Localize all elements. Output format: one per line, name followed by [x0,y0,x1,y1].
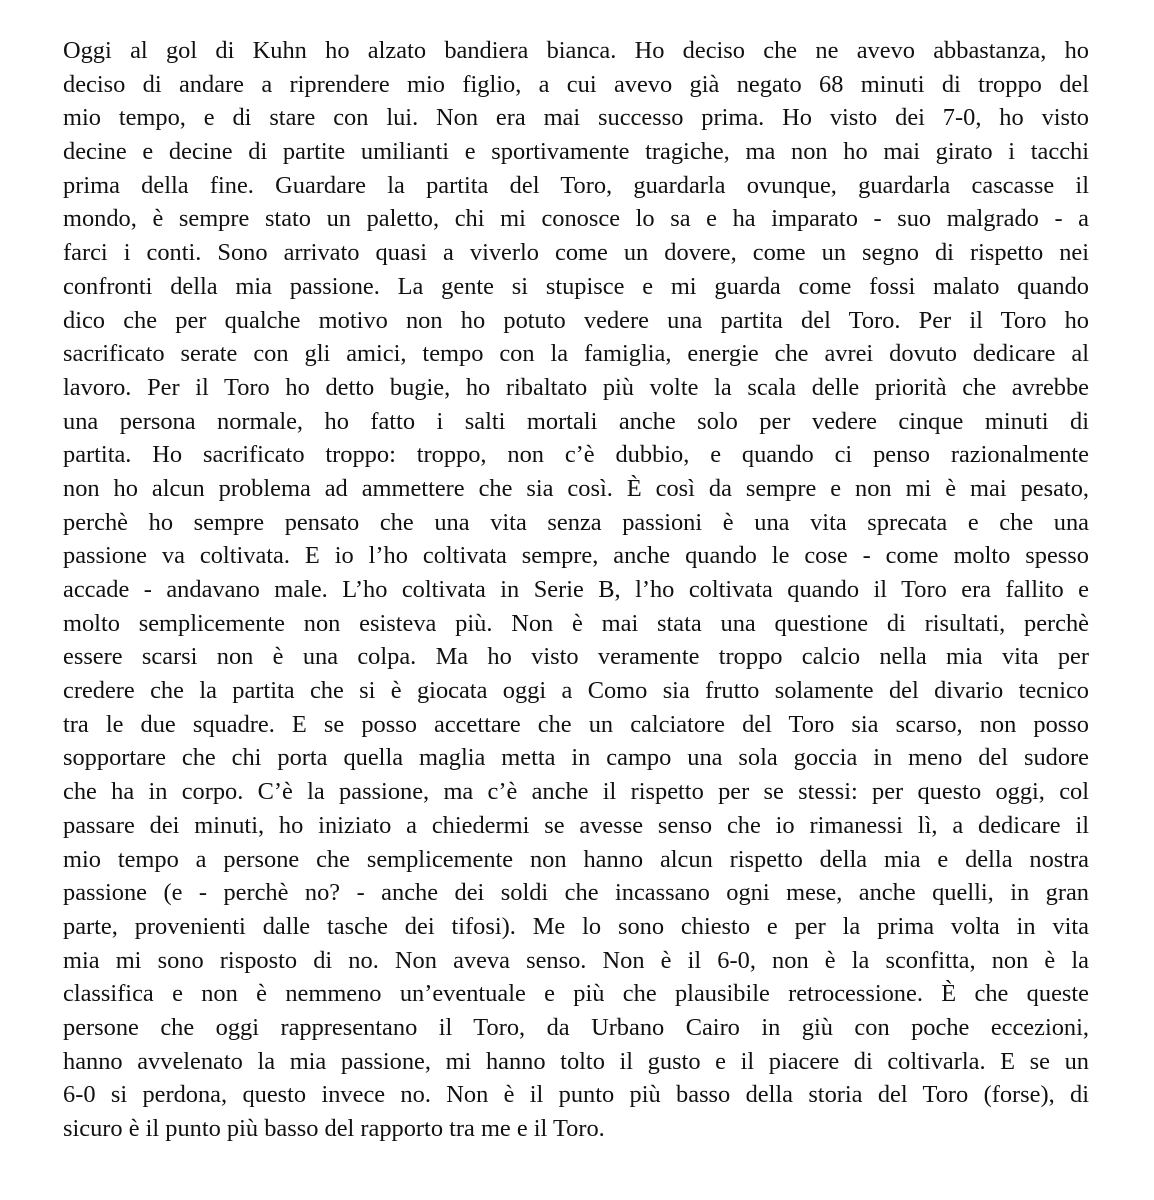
text-line: persone che oggi rappresentano il Toro, da Urbano Cairo in giù con poche eccezioni, [63,1013,1089,1041]
text-line: classifica e non è nemmeno un’eventuale e più che plausibile retrocessione. È che queste [63,980,1089,1008]
text-line: lavoro. Per il Toro ho detto bugie, ho ribaltato più volte la scala delle priorità che avrebbe [63,373,1089,401]
article-body [63,34,1089,1146]
text-line: mondo, è sempre stato un paletto, chi mi conosce lo sa e ha imparato - suo malgrado - a [63,205,1089,233]
text-line: deciso di andare a riprendere mio figlio, a cui avevo già negato 68 minuti di troppo del [63,70,1089,98]
text-line: sopportare che chi porta quella maglia metta in campo una sola goccia in meno del sudore [63,744,1089,772]
text-line: sacrificato serate con gli amici, tempo con la famiglia, energie che avrei dovuto dedicare al [63,340,1089,368]
text-line: passare dei minuti, ho iniziato a chiedermi se avesse senso che io rimanessi lì, a dedicare il [63,811,1089,839]
text-line: che ha in corpo. C’è la passione, ma c’è anche il rispetto per se stessi: per questo oggi, col [63,778,1089,806]
text-line: passione (e - perchè no? - anche dei soldi che incassano ogni mese, anche quelli, in gran [63,879,1089,907]
text-line: prima della fine. Guardare la partita del Toro, guardarla ovunque, guardarla cascasse il [63,171,1089,199]
text-line: farci i conti. Sono arrivato quasi a viverlo come un dovere, come un segno di rispetto nei [63,239,1089,267]
text-line: decine e decine di partite umilianti e sportivamente tragiche, ma non ho mai girato i tacchi [63,138,1089,166]
text-line: Oggi al gol di Kuhn ho alzato bandiera bianca. Ho deciso che ne avevo abbastanza, ho [63,37,1089,64]
text-line: mia mi sono risposto di no. Non aveva senso. Non è il 6-0, non è la sconfitta, non è la [63,946,1089,974]
text-line: 6-0 si perdona, questo invece no. Non è il punto più basso della storia del Toro (forse), di [63,1081,1089,1109]
text-line: molto semplicemente non esisteva più. Non è mai stata una questione di risultati, perchè [63,609,1089,637]
text-line: partita. Ho sacrificato troppo: troppo, non c’è dubbio, e quando ci penso razionalmente [63,441,1089,469]
text-line: non ho alcun problema ad ammettere che sia così. È così da sempre e non mi è mai pesato, [63,474,1089,502]
text-line: una persona normale, ho fatto i salti mortali anche solo per vedere cinque minuti di [63,407,1089,435]
text-line: mio tempo a persone che semplicemente non hanno alcun rispetto della mia e della nostra [63,845,1089,873]
text-line: dico che per qualche motivo non ho potuto vedere una partita del Toro. Per il Toro ho [63,306,1089,334]
text-line: credere che la partita che si è giocata oggi a Como sia frutto solamente del divario tecnico [63,677,1089,705]
text-line: sicuro è il punto più basso del rapporto tra me e il Toro. [63,1115,605,1142]
text-line: accade - andavano male. L’ho coltivata in Serie B, l’ho coltivata quando il Toro era fallito e [63,576,1089,603]
text-line: passione va coltivata. E io l’ho coltivata sempre, anche quando le cose - come molto spesso [63,542,1089,570]
text-line: hanno avvelenato la mia passione, mi hanno tolto il gusto e il piacere di coltivarla. E se un [63,1047,1089,1075]
text-line: essere scarsi non è una colpa. Ma ho visto veramente troppo calcio nella mia vita per [63,643,1089,671]
text-line: perchè ho sempre pensato che una vita senza passioni è una vita sprecata e che una [63,508,1089,536]
text-line: mio tempo, e di stare con lui. Non era mai successo prima. Ho visto dei 7-0, ho visto [63,104,1089,132]
text-line: tra le due squadre. E se posso accettare che un calciatore del Toro sia scarso, non posso [63,710,1089,738]
text-line: parte, provenienti dalle tasche dei tifosi). Me lo sono chiesto e per la prima volta in vita [63,912,1089,940]
text-line: confronti della mia passione. La gente si stupisce e mi guarda come fossi malato quando [63,272,1089,300]
